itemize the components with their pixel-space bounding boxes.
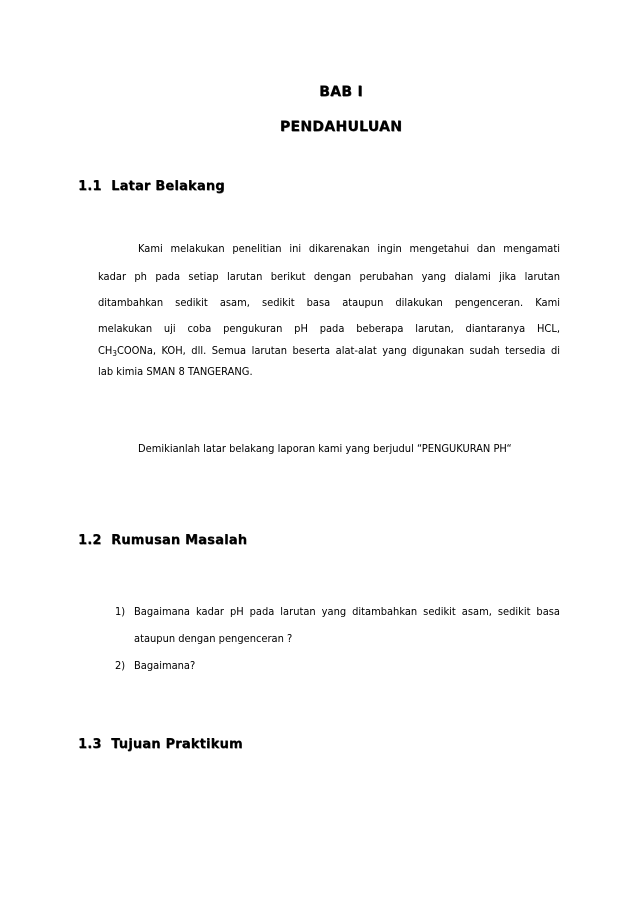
list-text: Bagaimana? — [134, 659, 196, 672]
list-number: 2) — [115, 659, 126, 672]
section-heading-tujuan-praktikum — [78, 737, 243, 752]
paragraph-line: Kami melakukan penelitian ini dikarenakan ingin mengetahui dan mengamati — [138, 242, 560, 255]
list-text-continued: ataupun dengan pengenceran ? — [134, 632, 293, 645]
closing-statement: Demikianlah latar belakang laporan kami yang berjudul “PENGUKURAN PH“ — [138, 442, 512, 455]
list-text: Bagaimana kadar pH pada larutan yang ditambahkan sedikit asam, sedikit basa — [134, 605, 560, 618]
formula-ch: CH — [98, 344, 113, 357]
section-title: Tujuan Praktikum — [111, 737, 243, 752]
section-title: Latar Belakang — [111, 179, 225, 194]
section-heading-rumusan-masalah — [78, 533, 247, 548]
formula-subscript: 3 — [112, 349, 117, 358]
section-number: 1.2 — [78, 533, 102, 548]
paragraph-line — [98, 344, 560, 358]
paragraph-line: ditambahkan sedikit asam, sedikit basa ataupun dilakukan pengenceran. Kami — [98, 296, 560, 309]
paragraph-line: melakukan uji coba pengukuran pH pada beberapa larutan, diantaranya HCL, — [98, 322, 560, 335]
list-number: 1) — [115, 605, 126, 618]
chapter-title: PENDAHULUAN — [279, 119, 403, 135]
formula-rest: COONa, KOH, dll. Semua larutan beserta alat-alat yang digunakan sudah tersedia di — [116, 344, 560, 357]
paragraph-line: kadar ph pada setiap larutan berikut dengan perubahan yang dialami jika larutan — [98, 270, 560, 283]
chapter-number: BAB I — [319, 84, 363, 100]
section-title: Rumusan Masalah — [111, 533, 248, 548]
section-heading-latar-belakang — [78, 179, 225, 194]
section-number: 1.3 — [78, 737, 102, 752]
paragraph-line: lab kimia SMAN 8 TANGERANG. — [98, 365, 253, 378]
section-number: 1.1 — [78, 179, 102, 194]
